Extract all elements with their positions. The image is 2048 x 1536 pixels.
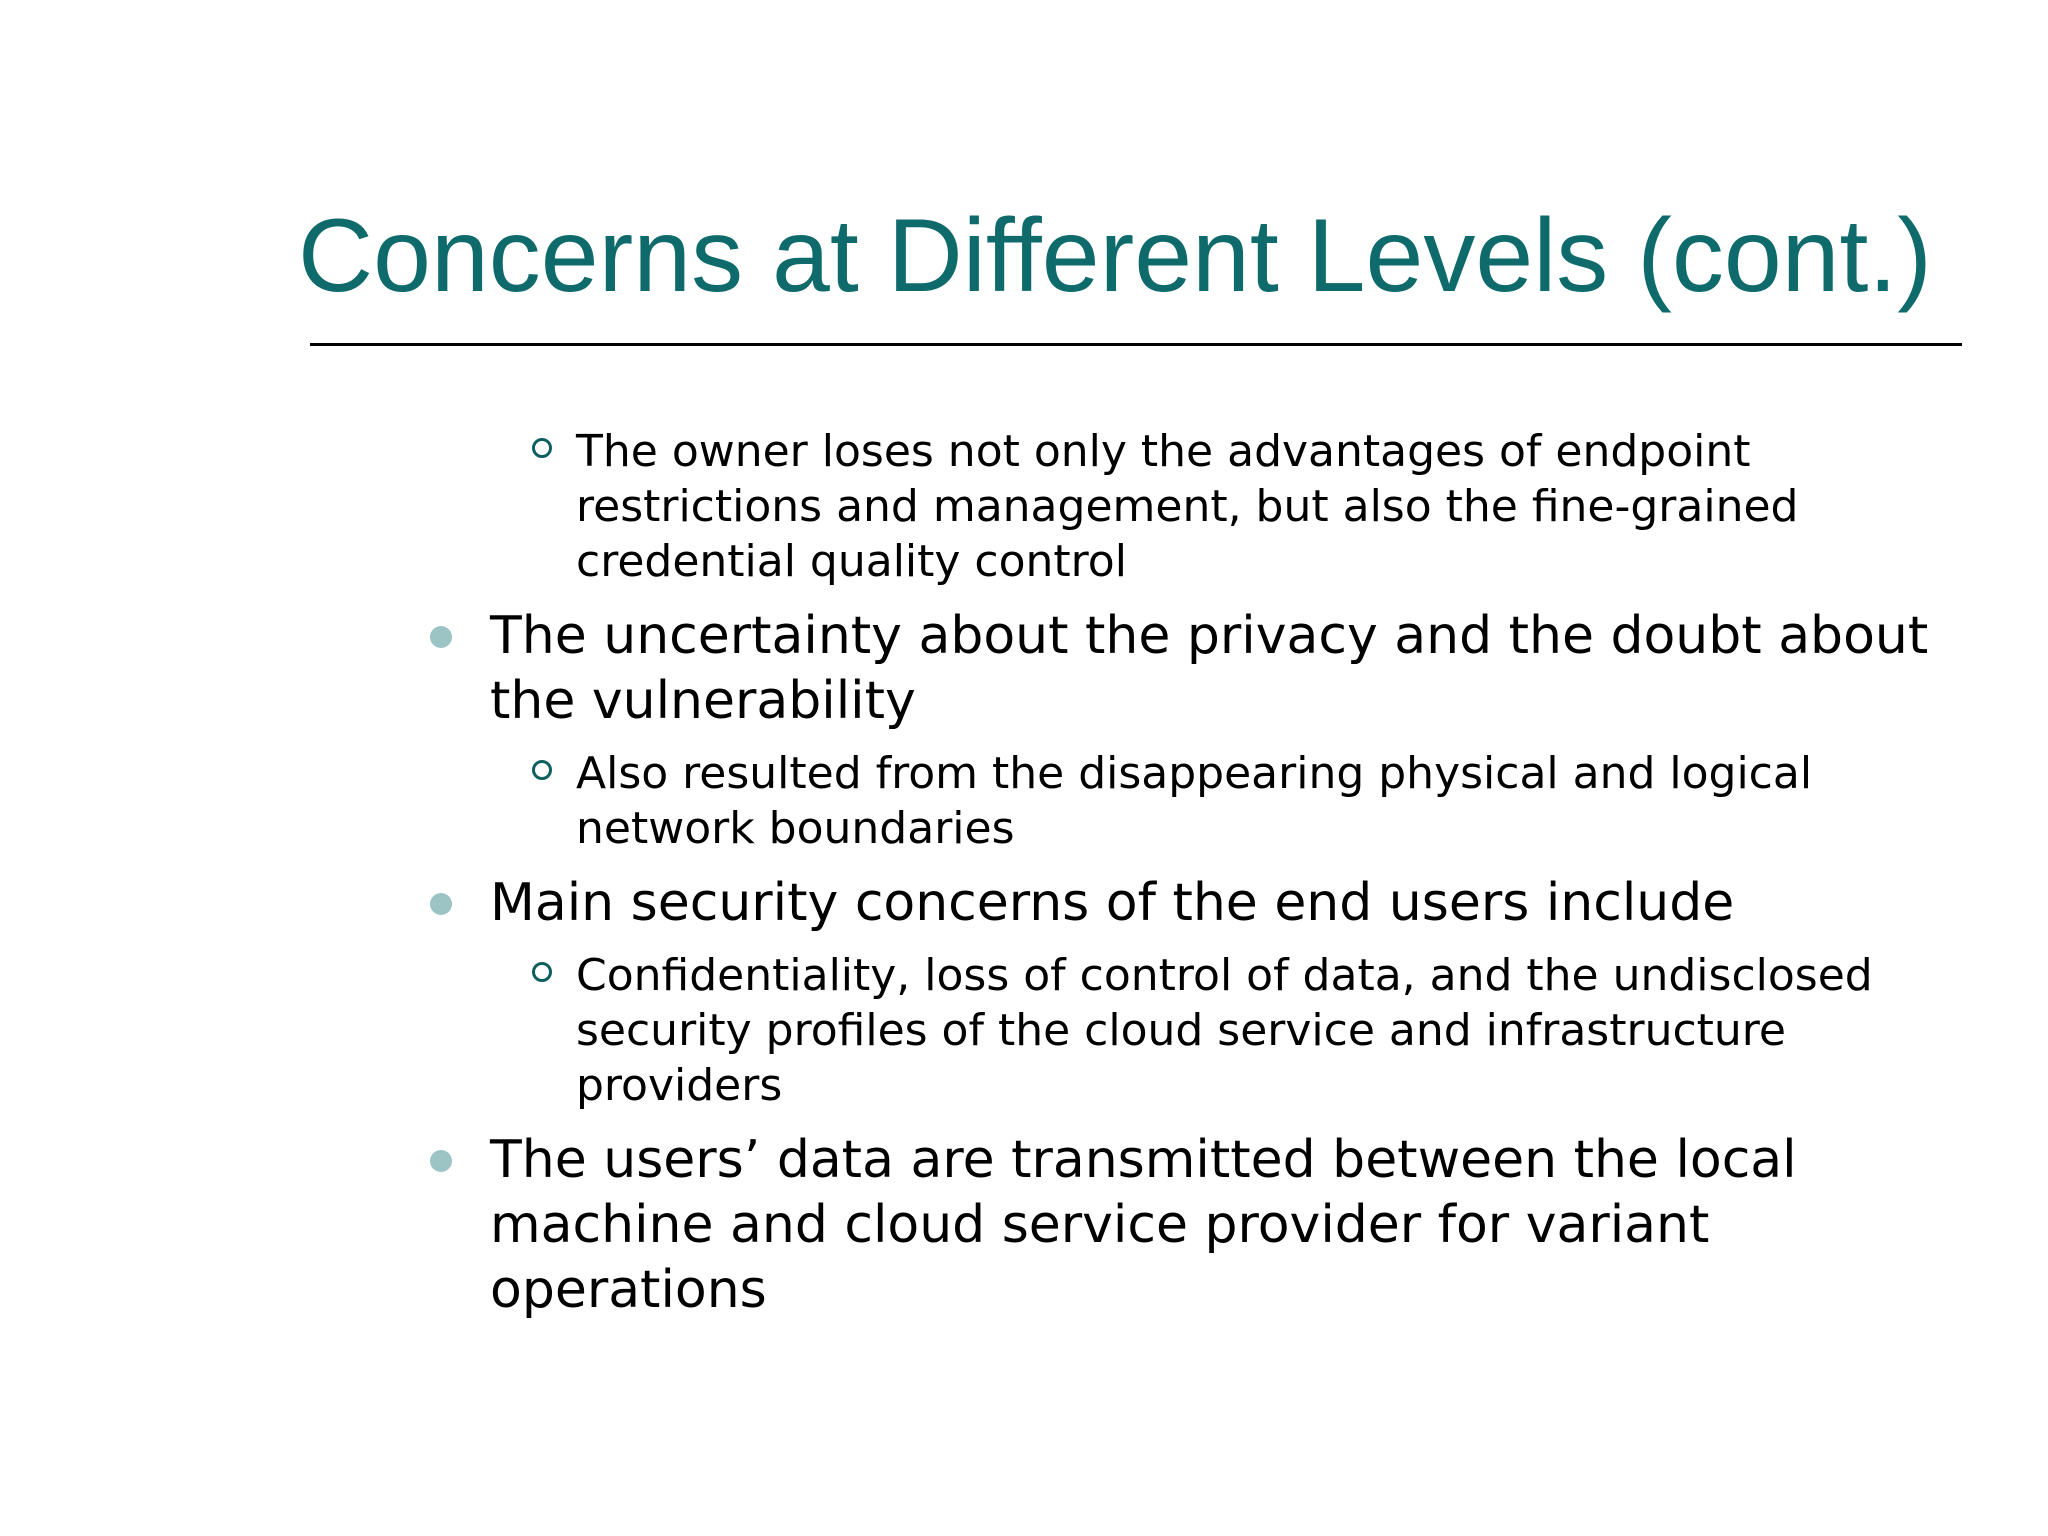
filled-dot-icon [430, 893, 452, 915]
bullet-text: The users’ data are transmitted between the local machine and cloud service provider for variant operations [490, 1130, 1797, 1320]
title-divider [310, 343, 1962, 346]
hollow-circle-icon [532, 962, 552, 982]
bullet-item [490, 871, 1930, 936]
sub-bullet-item [576, 948, 1926, 1113]
filled-dot-icon [430, 1150, 452, 1172]
hollow-circle-icon [532, 438, 552, 458]
sub-bullet-text: Also resulted from the disappearing physical and logical network boundaries [576, 748, 1813, 854]
bullet-item [490, 1128, 1930, 1323]
sub-bullet-item [576, 424, 1926, 589]
bullet-text: The uncertainty about the privacy and the doubt about the vulnerability [490, 606, 1929, 731]
sub-bullet-text: Confidentiality, loss of control of data, and the undisclosed security profiles of the cloud service and infrastructure providers [576, 950, 1873, 1111]
hollow-circle-icon [532, 760, 552, 780]
bullet-text: Main security concerns of the end users include [490, 873, 1735, 933]
sub-bullet-text: The owner loses not only the advantages of endpoint restrictions and management, but also the fine-grained credential quality control [576, 426, 1799, 587]
bullet-item [490, 604, 1930, 734]
sub-bullet-item [576, 746, 1926, 856]
slide-title: Concerns at Different Levels (cont.) [298, 198, 1932, 314]
filled-dot-icon [430, 626, 452, 648]
